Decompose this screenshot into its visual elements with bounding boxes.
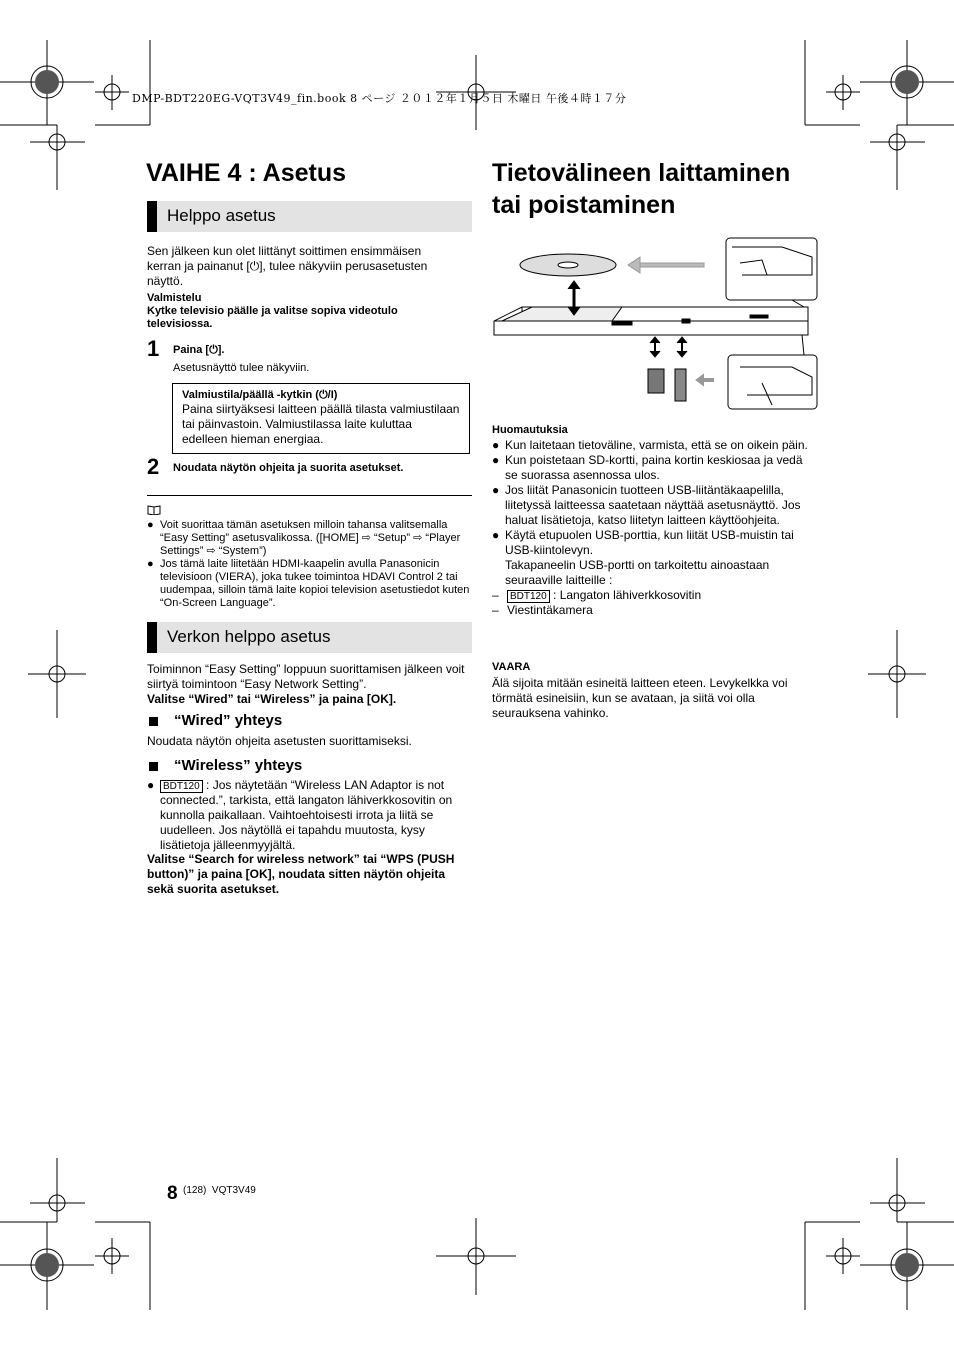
step-2-number: 2 [147,454,160,479]
dash-item: – Viestintäkamera [492,603,593,617]
section-heading-verkon-helppo-asetus [147,622,472,653]
prep-label: Valmistelu [147,292,202,304]
list-item: ● Kun laitetaan tietoväline, varmista, että se on oikein päin. [492,438,808,452]
divider [147,495,472,496]
print-header: DMP-BDT220EG-VQT3V49_fin.book 8 ページ ２０１２年１月５日 木曜日 午後４時１７分 [132,92,627,105]
step-1-number: 1 [147,336,160,361]
step-2-title: Noudata näytön ohjeita ja suorita asetukset. [173,462,404,474]
warning-text: Älä sijoita mitään esineitä laitteen eteen. Levykelkka voi törmätä esineisiin, kun se avataan, ja siitä voi olla seurauksena vahinko. [492,676,788,720]
standby-info-box [172,383,470,454]
section-heading-label: Helppo asetus [167,206,276,225]
list-item: ● Käytä etupuolen USB-porttia, kun liität USB-muistin tai USB-kiintolevyn. [492,528,794,557]
square-bullet-icon [149,717,158,726]
warning-label: VAARA [492,661,531,673]
step-1-title: Paina [⏻]. [173,344,225,356]
notes-label: Huomautuksia [492,424,568,436]
box-title: Valmiustila/päällä -kytkin (⏻/I) [182,389,338,401]
page-code: (128) VQT3V49 [183,1185,256,1196]
wired-title: “Wired” yhteys [174,712,283,729]
book-icon [147,505,161,515]
network-instruction: Valitse “Wired” tai “Wireless” ja paina [OK]. [147,692,397,706]
prep-text: Kytke televisio päälle ja valitse sopiva videotulo televisiossa. [147,305,398,330]
wireless-final-instruction: Valitse “Search for wireless network” tai “WPS (PUSH button)” ja paina [OK], noudata sitten näytön ohjeita sekä suorita asetukset. [147,852,455,896]
wireless-title: “Wireless” yhteys [174,757,303,774]
page-number: 8 [167,1183,178,1204]
square-bullet-icon [149,762,158,771]
list-item: ● Jos liität Panasonicin tuotteen USB-liitäntäkaapelilla, liitetyssä laitteessa saatetaan näyttää asetusnäyttö. Jos haluat lisätietoja, katso liitetyn laitteen käyttöohjeita. [492,483,801,527]
notes-list-right [492,438,817,618]
section-heading-label: Verkon helppo asetus [167,627,331,646]
box-text: Paina siirtyäksesi laitteen päällä tilasta valmiustilaan tai päinvastoin. Valmiustilassa laite kuluttaa edelleen hieman energiaa. [182,402,460,446]
list-item: ● Kun poistetaan SD-kortti, paina kortin keskiosaa ja vedä se suorassa asennossa ulos. [492,453,803,482]
model-badge: BDT120 [160,780,203,793]
network-intro: Toiminnon “Easy Setting” loppuun suorittamisen jälkeen voit siirtyä toimintoon “Easy Network Setting”. [147,662,465,691]
section-heading-helppo-asetus [147,201,472,232]
model-badge: BDT120 [507,590,550,603]
page-title-right-line1: Tietovälineen laittaminen [492,159,791,187]
media-insertion-illustration [492,235,822,415]
wired-text: Noudata näytön ohjeita asetusten suorittamiseksi. [147,734,412,748]
page-title-left: VAIHE 4 : Asetus [146,159,347,187]
step-1-text: Asetusnäyttö tulee näkyviin. [173,362,310,374]
page-title-right-line2: tai poistaminen [492,191,676,219]
wireless-note: ● BDT120 : Jos näytetään “Wireless LAN Adaptor is not connected.”, tarkista, että langaton lähiverkkosovitin on kunnolla paikallaan. Vaihtoehtoisesti irrota ja liitä se uudelleen. Jos näytöllä ei tapahdu muutosta, kysy lisätietoja jälleenmyyjältä. [147,778,453,852]
intro-text: Sen jälkeen kun olet liittänyt soittimen ensimmäisen kerran ja painanut [⏻], tulee näkyviin perusasetusten näyttö. [147,244,428,288]
usb-port-note: Takapaneelin USB-portti on tarkoitettu ainoastaan seuraaville laitteille : [505,558,770,587]
list-item: ● Jos tämä laite liitetään HDMI-kaapelin avulla Panasonicin televisioon (VIERA), joka tukee toimintoa HDAVI Control 2 tai uudempaa, silloin tämä laite kopioi television asetustiedot kuten “On-Screen Language”. [147,558,470,609]
list-item: ● Voit suorittaa tämän asetuksen milloin tahansa valitsemalla “Easy Setting” asetusvalikossa. ([HOME] ⇨ “Setup” ⇨ “Player Settings” ⇨ “System”) [147,519,461,557]
dash-item: – BDT120 : Langaton lähiverkkosovitin [492,588,702,602]
notes-list [147,519,472,610]
